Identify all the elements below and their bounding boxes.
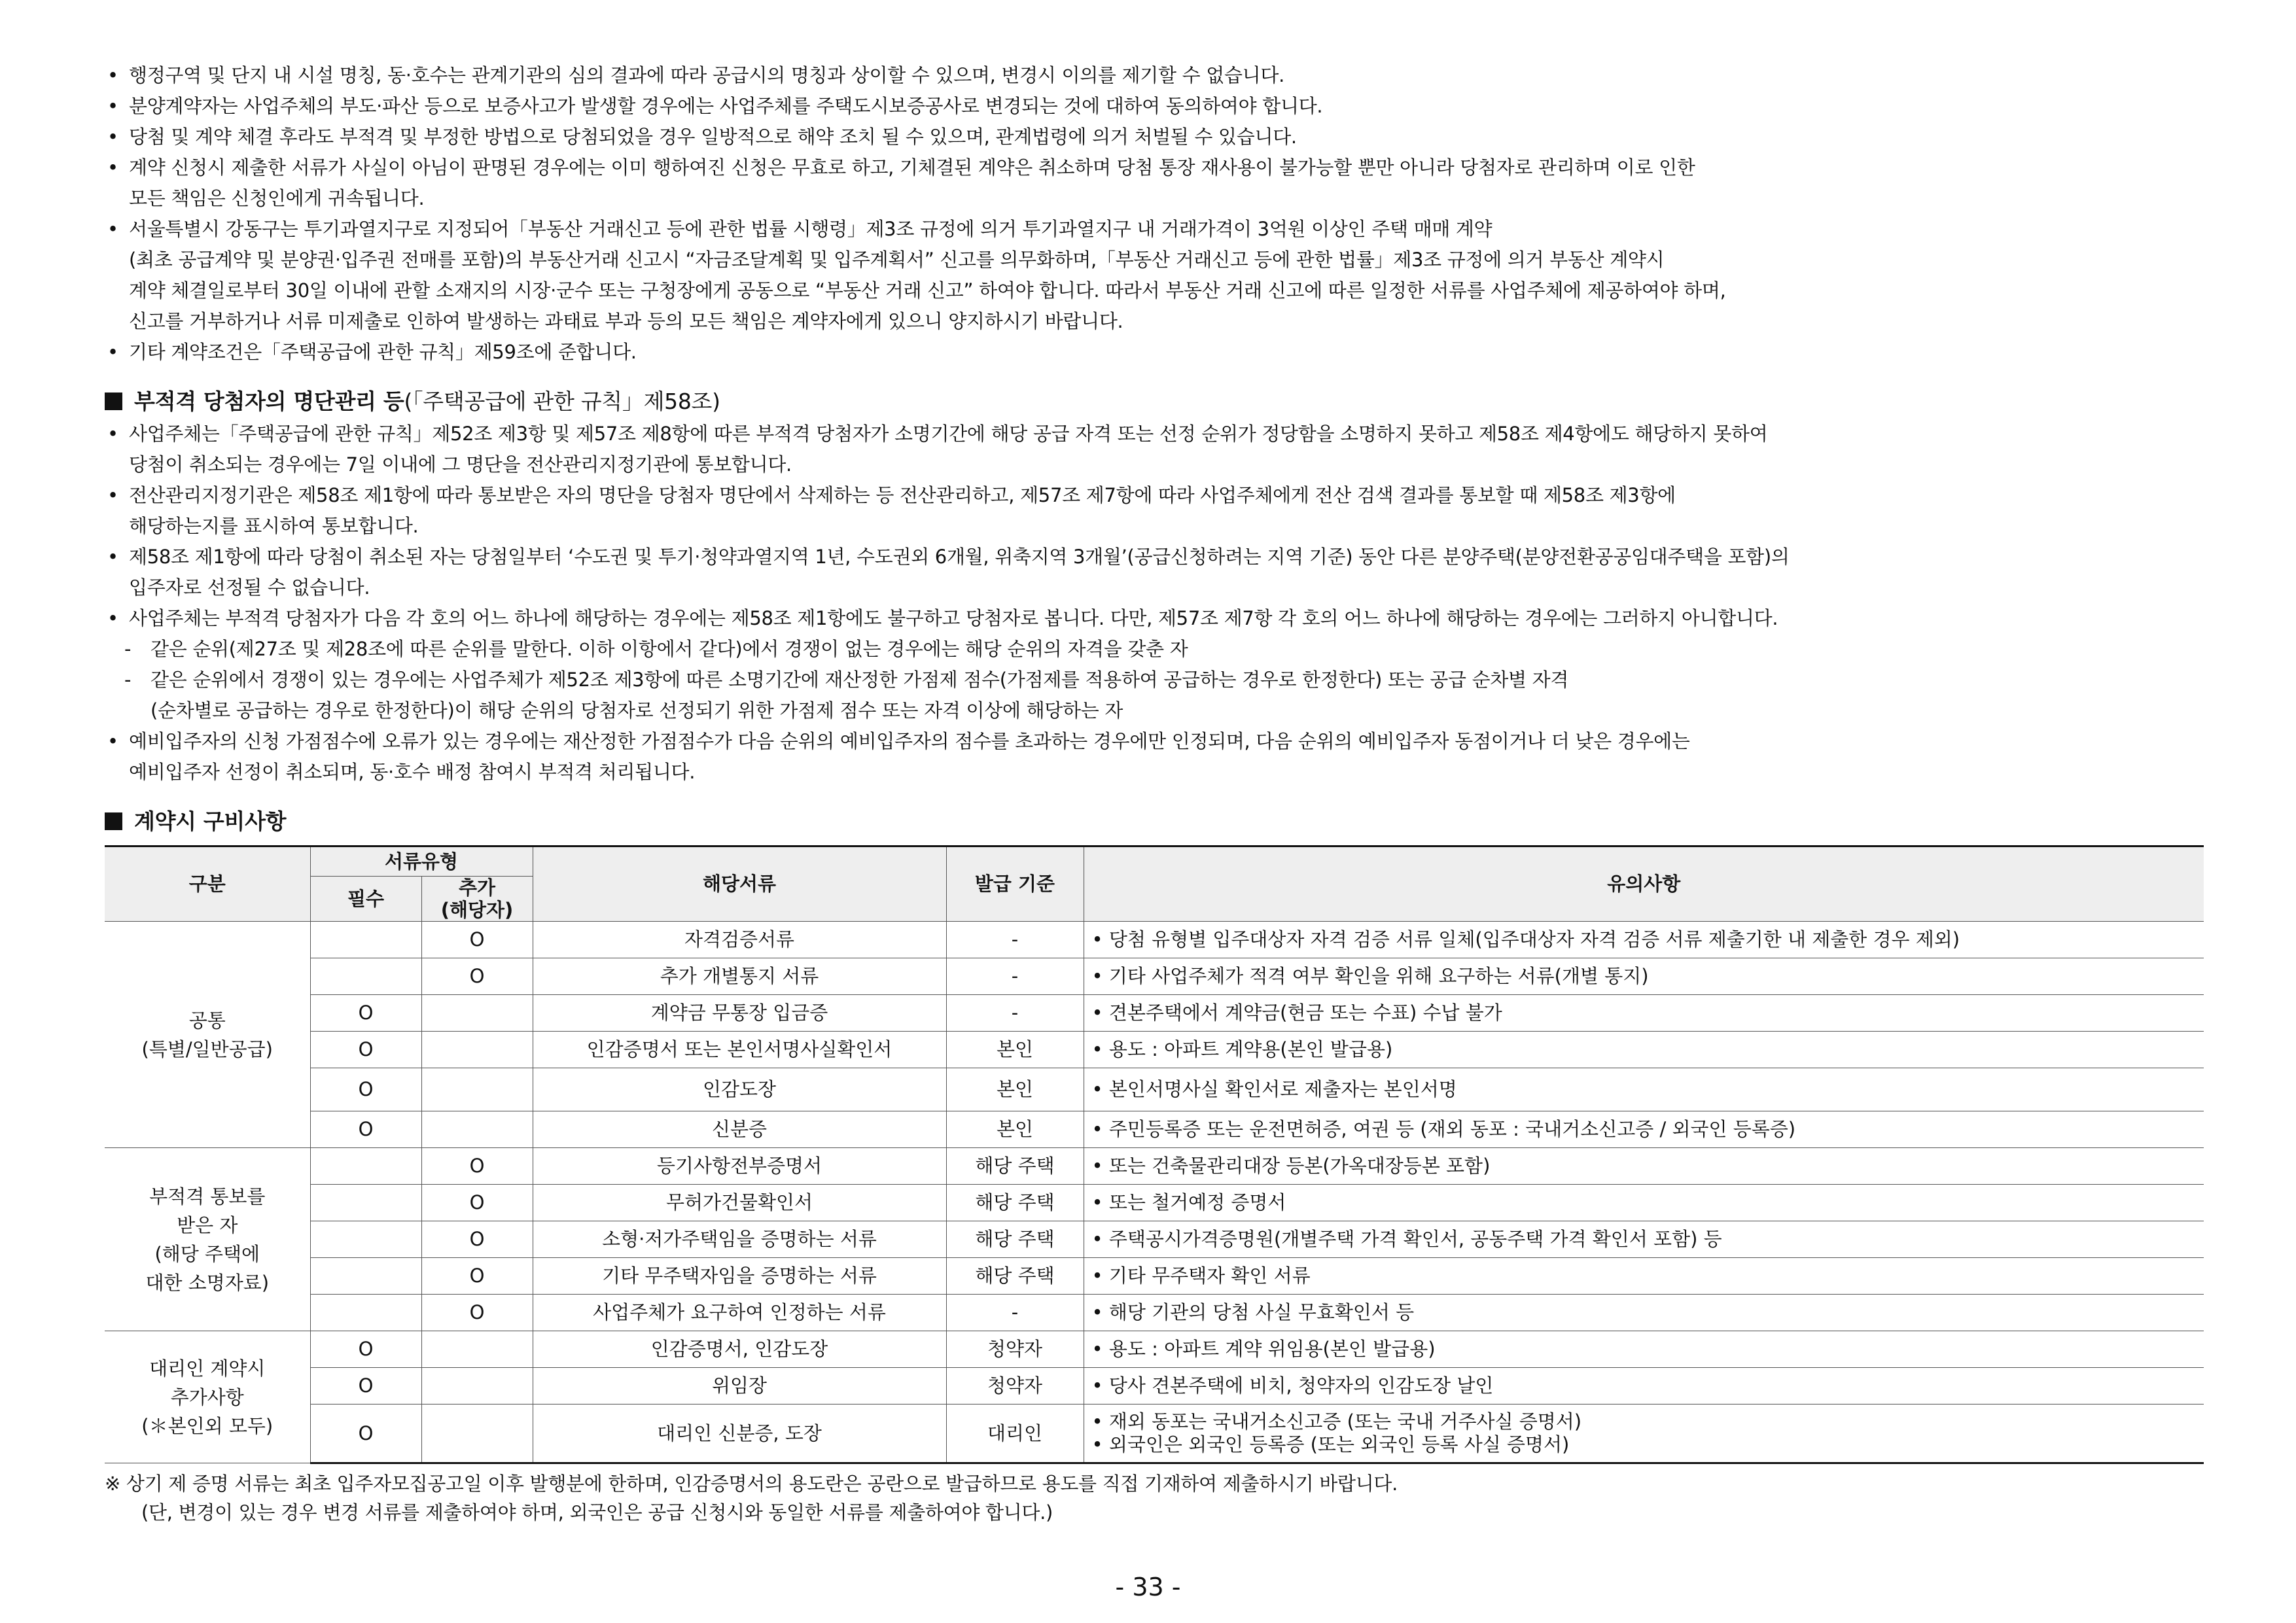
list-item: • 예비입주자의 신청 가점점수에 오류가 있는 경우에는 재산정한 가점점수가 다음 순위의 예비입주자의 점수를 초과하는 경우에만 인정되며, 다음 순위의 예비입주자 동점이거나 더 낮은 경우에는: [105, 726, 2212, 757]
header-additional: 추가 (해당자): [421, 877, 533, 922]
cell-required: [310, 1295, 421, 1331]
list-item-continuation: (최초 공급계약 및 분양권·입주권 전매를 포함)의 부동산거래 신고시 “자금조달계획 및 입주계획서” 신고를 의무화하며,「부동산 거래신고 등에 관한 법률」제3조 규정에 의거 부동산 계약시: [129, 249, 1665, 271]
cell-issue: 청약자: [946, 1368, 1084, 1405]
cell-issue: 본인: [946, 1032, 1084, 1068]
section-title: 계약시 구비사항: [134, 809, 287, 834]
page-content: [105, 60, 2212, 1527]
cell-document: 인감증명서, 인감도장: [533, 1331, 946, 1368]
cell-issue: -: [946, 1295, 1084, 1331]
table-row: [105, 1331, 2204, 1368]
cell-required: [310, 958, 421, 995]
list-item: • 전산관리지정기관은 제58조 제1항에 따라 통보받은 자의 명단을 당첨자 명단에서 삭제하는 등 전산관리하고, 제57조 제7항에 따라 사업주체에게 전산 검색 결과를 통보할 때 제58조 제3항에: [105, 480, 2212, 511]
table-row: [105, 1295, 2204, 1331]
table-row: [105, 1185, 2204, 1221]
header-issue-basis: 발급 기준: [946, 846, 1084, 922]
sub-list-item: - 같은 순위에서 경쟁이 있는 경우에는 사업주체가 제52조 제3항에 따른 소명기간에 재산정한 가점제 점수(가점제를 적용하여 공급하는 경우로 한정한다) 또는 공급 순차별 자격: [105, 665, 2212, 695]
cell-document: 소형·저가주택임을 증명하는 서류: [533, 1221, 946, 1258]
cell-required: [310, 1258, 421, 1295]
cell-required: O: [310, 1331, 421, 1368]
cell-additional: [421, 1032, 533, 1068]
cell-notes: • 기타 무주택자 확인 서류: [1084, 1258, 2204, 1295]
cell-issue: -: [946, 995, 1084, 1032]
header-required: 필수: [310, 877, 421, 922]
cell-issue: 대리인: [946, 1405, 1084, 1463]
cell-document: 인감도장: [533, 1068, 946, 1111]
cell-additional: O: [421, 1148, 533, 1185]
cell-additional: O: [421, 1295, 533, 1331]
cell-issue: 해당 주택: [946, 1185, 1084, 1221]
list-item-continuation: 모든 책임은 신청인에게 귀속됩니다.: [129, 187, 425, 209]
list-item-continuation: 입주자로 선정될 수 없습니다.: [129, 576, 370, 599]
list-item: • 제58조 제1항에 따라 당첨이 취소된 자는 당첨일부터 ‘수도권 및 투기·청약과열지역 1년, 수도권외 6개월, 위축지역 3개월’(공급신청하려는 지역 기준) 동안 다른 분양주택(분양전환공공임대주택을 포함)의: [105, 542, 2212, 572]
cell-notes: • 본인서명사실 확인서로 제출자는 본인서명: [1084, 1068, 2204, 1111]
cell-notes: • 주민등록증 또는 운전면허증, 여권 등 (재외 동포 : 국내거소신고증 / 외국인 등록증): [1084, 1111, 2204, 1148]
cell-required: [310, 1221, 421, 1258]
ineligible-bullet-list: [105, 419, 2212, 788]
square-bullet-icon: [105, 812, 122, 830]
cell-notes: • 당사 견본주택에 비치, 청약자의 인감도장 날인: [1084, 1368, 2204, 1405]
intro-bullet-list: [105, 60, 2212, 368]
cell-document: 사업주체가 요구하여 인정하는 서류: [533, 1295, 946, 1331]
cell-issue: -: [946, 958, 1084, 995]
cell-document: 등기사항전부증명서: [533, 1148, 946, 1185]
cell-notes: • 주택공시가격증명원(개별주택 가격 확인서, 공동주택 가격 확인서 포함) 등: [1084, 1221, 2204, 1258]
cell-issue: 해당 주택: [946, 1148, 1084, 1185]
cell-notes: • 재외 동포는 국내거소신고증 (또는 국내 거주사실 증명서) • 외국인은 외국인 등록증 (또는 외국인 등록 사실 증명서): [1084, 1405, 2204, 1463]
cell-additional: [421, 1331, 533, 1368]
cell-additional: [421, 1368, 533, 1405]
section-heading-ineligible: [105, 385, 2212, 419]
table-row: [105, 1111, 2204, 1148]
list-item: • 행정구역 및 단지 내 시설 명칭, 동·호수는 관계기관의 심의 결과에 따라 공급시의 명칭과 상이할 수 있으며, 변경시 이의를 제기할 수 없습니다.: [105, 60, 2212, 91]
table-row: [105, 1258, 2204, 1295]
table-row: [105, 1068, 2204, 1111]
table-row: [105, 1405, 2204, 1463]
list-item-continuation: (순차별로 공급하는 경우로 한정한다)이 해당 순위의 당첨자로 선정되기 위한 가점제 점수 또는 자격 이상에 해당하는 자: [150, 699, 1123, 722]
cell-notes: • 견본주택에서 계약금(현금 또는 수표) 수납 불가: [1084, 995, 2204, 1032]
table-footnote: ※ 상기 제 증명 서류는 최초 입주자모집공고일 이후 발행분에 한하며, 인감증명서의 용도란은 공란으로 발급하므로 용도를 직접 기재하여 제출하시기 바랍니다. (단, 변경이 있는 경우 변경 서류를 제출하여야 하며, 외국인은 공급 신청시와 동일한 서류를 제출하여야 합니다.): [105, 1473, 1398, 1524]
group-label-common: 공통 (특별/일반공급): [105, 922, 310, 1148]
cell-document: 계약금 무통장 입금증: [533, 995, 946, 1032]
cell-additional: O: [421, 922, 533, 958]
cell-additional: [421, 1068, 533, 1111]
list-item: • 당첨 및 계약 체결 후라도 부적격 및 부정한 방법으로 당첨되었을 경우 일방적으로 해약 조치 될 수 있으며, 관계법령에 의거 처벌될 수 있습니다.: [105, 122, 2212, 152]
list-item: • 사업주체는「주택공급에 관한 규칙」제52조 제3항 및 제57조 제8항에 따른 부적격 당첨자가 소명기간에 해당 공급 자격 또는 선정 순위가 정당함을 소명하지 못하고 제58조 제4항에도 해당하지 못하여: [105, 419, 2212, 449]
header-notes: 유의사항: [1084, 846, 2204, 922]
table-row: [105, 1032, 2204, 1068]
square-bullet-icon: [105, 393, 122, 410]
list-item-continuation: 계약 체결일로부터 30일 이내에 관할 소재지의 시장·군수 또는 구청장에게 공동으로 “부동산 거래 신고” 하여야 합니다. 따라서 부동산 거래 신고에 따른 일정한 서류를 사업주체에 제공하여야 하며,: [129, 279, 1726, 302]
cell-notes: • 용도 : 아파트 계약 위임용(본인 발급용): [1084, 1331, 2204, 1368]
cell-required: [310, 922, 421, 958]
group-label-proxy: 대리인 계약시 추가사항 (＊본인외 모두): [105, 1331, 310, 1463]
header-document: 해당서류: [533, 846, 946, 922]
cell-notes: • 해당 기관의 당첨 사실 무효확인서 등: [1084, 1295, 2204, 1331]
list-item: • 서울특별시 강동구는 투기과열지구로 지정되어「부동산 거래신고 등에 관한 법률 시행령」제3조 규정에 의거 투기과열지구 내 거래가격이 3억원 이상인 주택 매매 계약: [105, 214, 2212, 245]
cell-document: 인감증명서 또는 본인서명사실확인서: [533, 1032, 946, 1068]
list-item: • 사업주체는 부적격 당첨자가 다음 각 호의 어느 하나에 해당하는 경우에는 제58조 제1항에도 불구하고 당첨자로 봅니다. 다만, 제57조 제7항 각 호의 어느 하나에 해당하는 경우에는 그러하지 아니합니다.: [105, 603, 2212, 634]
cell-document: 위임장: [533, 1368, 946, 1405]
list-item: • 기타 계약조건은「주택공급에 관한 규칙」제59조에 준합니다.: [105, 337, 2212, 368]
cell-required: O: [310, 1032, 421, 1068]
cell-issue: 본인: [946, 1111, 1084, 1148]
cell-additional: [421, 1405, 533, 1463]
cell-required: O: [310, 995, 421, 1032]
table-row: [105, 1368, 2204, 1405]
cell-document: 추가 개별통지 서류: [533, 958, 946, 995]
list-item-continuation: 신고를 거부하거나 서류 미제출로 인하여 발생하는 과태료 부과 등의 모든 책임은 계약자에게 있으니 양지하시기 바랍니다.: [129, 310, 1123, 332]
cell-notes: • 또는 건축물관리대장 등본(가옥대장등본 포함): [1084, 1148, 2204, 1185]
sub-list-item: - 같은 순위(제27조 및 제28조에 따른 순위를 말한다. 이하 이항에서 같다)에서 경쟁이 없는 경우에는 해당 순위의 자격을 갖춘 자: [105, 634, 2212, 665]
cell-notes: • 당첨 유형별 입주대상자 자격 검증 서류 일체(입주대상자 자격 검증 서류 제출기한 내 제출한 경우 제외): [1084, 922, 2204, 958]
cell-additional: O: [421, 958, 533, 995]
list-item: • 계약 신청시 제출한 서류가 사실이 아님이 판명된 경우에는 이미 행하여진 신청은 무효로 하고, 기체결된 계약은 취소하며 당첨 통장 재사용이 불가능할 뿐만 아니라 당첨자로 관리하며 이로 인한: [105, 152, 2212, 183]
cell-additional: O: [421, 1185, 533, 1221]
list-item: • 분양계약자는 사업주체의 부도·파산 등으로 보증사고가 발생할 경우에는 사업주체를 주택도시보증공사로 변경되는 것에 대하여 동의하여야 합니다.: [105, 91, 2212, 122]
cell-issue: 해당 주택: [946, 1258, 1084, 1295]
cell-issue: 해당 주택: [946, 1221, 1084, 1258]
table-row: [105, 995, 2204, 1032]
cell-document: 기타 무주택자임을 증명하는 서류: [533, 1258, 946, 1295]
cell-document: 신분증: [533, 1111, 946, 1148]
list-item-continuation: 당첨이 취소되는 경우에는 7일 이내에 그 명단을 전산관리지정기관에 통보합니다.: [129, 453, 792, 476]
section-title-suffix: (「주택공급에 관한 규칙」제58조): [404, 389, 720, 414]
cell-additional: [421, 995, 533, 1032]
section-title: 부적격 당첨자의 명단관리 등: [134, 389, 404, 414]
cell-required: O: [310, 1368, 421, 1405]
cell-required: O: [310, 1111, 421, 1148]
cell-required: [310, 1148, 421, 1185]
required-documents-table: [105, 845, 2204, 1464]
header-category: 구분: [105, 846, 310, 922]
table-row: [105, 1221, 2204, 1258]
cell-required: [310, 1185, 421, 1221]
cell-notes: • 또는 철거예정 증명서: [1084, 1185, 2204, 1221]
cell-notes: • 기타 사업주체가 적격 여부 확인을 위해 요구하는 서류(개별 통지): [1084, 958, 2204, 995]
cell-issue: 본인: [946, 1068, 1084, 1111]
table-row: [105, 1148, 2204, 1185]
cell-additional: O: [421, 1221, 533, 1258]
cell-document: 자격검증서류: [533, 922, 946, 958]
cell-issue: -: [946, 922, 1084, 958]
list-item-continuation: 예비입주자 선정이 취소되며, 동·호수 배정 참여시 부적격 처리됩니다.: [129, 761, 696, 783]
cell-document: 대리인 신분증, 도장: [533, 1405, 946, 1463]
cell-required: O: [310, 1405, 421, 1463]
cell-issue: 청약자: [946, 1331, 1084, 1368]
cell-document: 무허가건물확인서: [533, 1185, 946, 1221]
list-item-continuation: 해당하는지를 표시하여 통보합니다.: [129, 515, 419, 537]
table-row: [105, 922, 2204, 958]
page-number: - 33 -: [1115, 1573, 1181, 1601]
cell-additional: [421, 1111, 533, 1148]
group-label-ineligible: 부적격 통보를 받은 자 (해당 주택에 대한 소명자료): [105, 1148, 310, 1331]
cell-required: O: [310, 1068, 421, 1111]
table-row: [105, 958, 2204, 995]
section-heading-contract-docs: [105, 805, 2212, 839]
cell-additional: O: [421, 1258, 533, 1295]
header-doc-type: 서류유형: [310, 846, 533, 877]
cell-notes: • 용도 : 아파트 계약용(본인 발급용): [1084, 1032, 2204, 1068]
